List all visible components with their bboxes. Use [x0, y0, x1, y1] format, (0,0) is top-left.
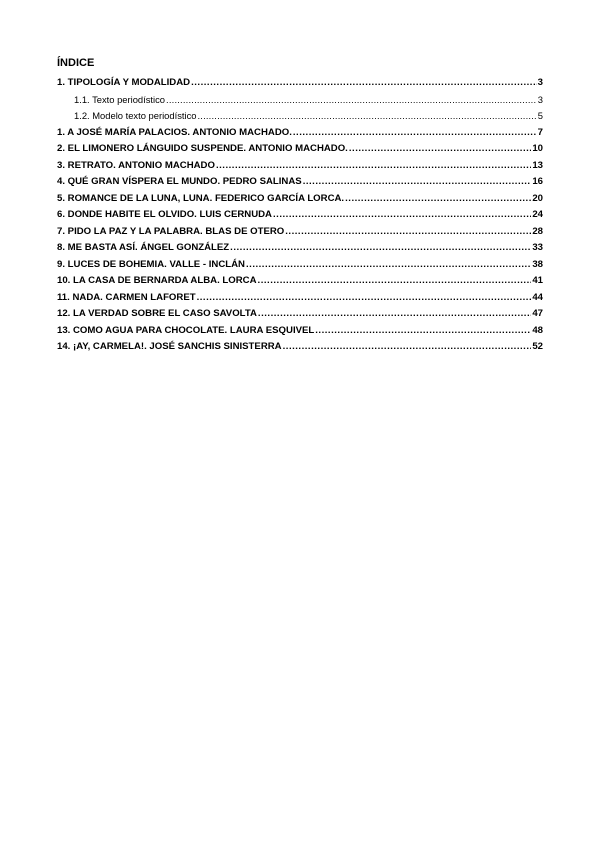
- toc-dot-leader: [273, 207, 531, 224]
- toc-entry[interactable]: [57, 224, 543, 241]
- toc-entry-title: 10. LA CASA DE BERNARDA ALBA. LORCA: [57, 275, 257, 286]
- toc-entry[interactable]: [57, 339, 543, 356]
- toc-entry-page-number: 3: [537, 77, 543, 88]
- toc-dot-leader: [258, 306, 531, 323]
- toc-entry-page-number: 16: [532, 176, 543, 187]
- toc-dot-leader: [191, 75, 537, 92]
- toc-entry[interactable]: [57, 191, 543, 208]
- toc-entry-page-number: 13: [532, 159, 543, 171]
- toc-dot-leader: [246, 257, 531, 274]
- toc-dot-leader: [197, 290, 532, 307]
- toc-dot-leader: [197, 108, 536, 125]
- toc-entry-title: 11. NADA. CARMEN LAFORET: [57, 291, 196, 303]
- toc-entry-title: 8. ME BASTA ASÍ. ÁNGEL GONZÁLEZ: [57, 242, 230, 253]
- toc-entry[interactable]: [57, 92, 543, 109]
- toc-entry[interactable]: [57, 125, 543, 142]
- toc-entry-page-number: 44: [532, 291, 543, 303]
- toc-dot-leader: [303, 174, 532, 191]
- toc-dot-leader: [216, 158, 531, 175]
- toc-entry-title: 1. TIPOLOGÍA Y MODALIDAD: [57, 77, 191, 88]
- toc-entry-page-number: 24: [532, 209, 543, 220]
- toc-entry-page-number: 3: [537, 93, 543, 105]
- toc-entry-title: 1.2. Modelo texto periodístico: [74, 110, 197, 121]
- toc-entry-page-number: 48: [532, 324, 543, 336]
- toc-entry-page-number: 33: [532, 242, 543, 253]
- toc-entry-title: 6. DONDE HABITE EL OLVIDO. LUIS CERNUDA: [57, 209, 272, 220]
- toc-entry-page-number: 38: [532, 258, 543, 270]
- toc-entry-page-number: 5: [537, 110, 543, 121]
- toc-entry-page-number: 52: [532, 341, 543, 352]
- toc-dot-leader: [283, 339, 532, 356]
- toc-entry[interactable]: [57, 141, 543, 158]
- toc-entry-title: 3. RETRATO. ANTONIO MACHADO: [57, 159, 215, 171]
- toc-dot-leader: [345, 191, 531, 208]
- toc-entry[interactable]: [57, 290, 543, 307]
- table-of-contents: [57, 56, 543, 356]
- toc-entry[interactable]: [57, 108, 543, 125]
- toc-dot-leader: [349, 141, 531, 158]
- toc-list: [57, 75, 543, 356]
- toc-heading: ÍNDICE: [57, 57, 95, 69]
- toc-dot-leader: [166, 92, 537, 109]
- toc-entry-title: 7. PIDO LA PAZ Y LA PALABRA. BLAS DE OTERO: [57, 225, 285, 237]
- toc-entry[interactable]: [57, 323, 543, 340]
- toc-entry-page-number: 47: [532, 308, 543, 319]
- toc-entry-title: 12. LA VERDAD SOBRE EL CASO SAVOLTA: [57, 308, 257, 319]
- toc-entry-title: 5. ROMANCE DE LA LUNA, LUNA. FEDERICO GARCÍA LORCA.: [57, 192, 345, 204]
- toc-entry-title: 4. QUÉ GRAN VÍSPERA EL MUNDO. PEDRO SALINAS: [57, 176, 302, 187]
- toc-entry[interactable]: [57, 158, 543, 175]
- toc-entry[interactable]: [57, 273, 543, 290]
- toc-entry[interactable]: [57, 306, 543, 323]
- toc-entry-title: 14. ¡AY, CARMELA!. JOSÉ SANCHIS SINISTERRA: [57, 341, 282, 352]
- toc-entry[interactable]: [57, 207, 543, 224]
- toc-entry-page-number: 41: [532, 275, 543, 286]
- toc-entry[interactable]: [57, 174, 543, 191]
- toc-dot-leader: [293, 125, 537, 142]
- toc-entry-title: 1.1. Texto periodístico: [74, 93, 166, 105]
- toc-entry-page-number: 10: [532, 143, 543, 154]
- toc-entry[interactable]: [57, 75, 543, 92]
- toc-entry-title: 13. COMO AGUA PARA CHOCOLATE. LAURA ESQUIVEL: [57, 324, 315, 336]
- toc-dot-leader: [315, 323, 531, 340]
- toc-entry[interactable]: [57, 257, 543, 274]
- toc-dot-leader: [285, 224, 531, 241]
- toc-entry-page-number: 20: [532, 192, 543, 204]
- toc-entry-title: 2. EL LIMONERO LÁNGUIDO SUSPENDE. ANTONIO MACHADO.: [57, 143, 348, 154]
- toc-dot-leader: [230, 240, 531, 257]
- toc-entry[interactable]: [57, 240, 543, 257]
- toc-entry-page-number: 28: [532, 225, 543, 237]
- toc-entry-page-number: 7: [537, 126, 543, 138]
- toc-dot-leader: [258, 273, 532, 290]
- toc-entry-title: 1. A JOSÉ MARÍA PALACIOS. ANTONIO MACHADO.: [57, 126, 292, 138]
- toc-entry-title: 9. LUCES DE BOHEMIA. VALLE - INCLÁN: [57, 258, 245, 270]
